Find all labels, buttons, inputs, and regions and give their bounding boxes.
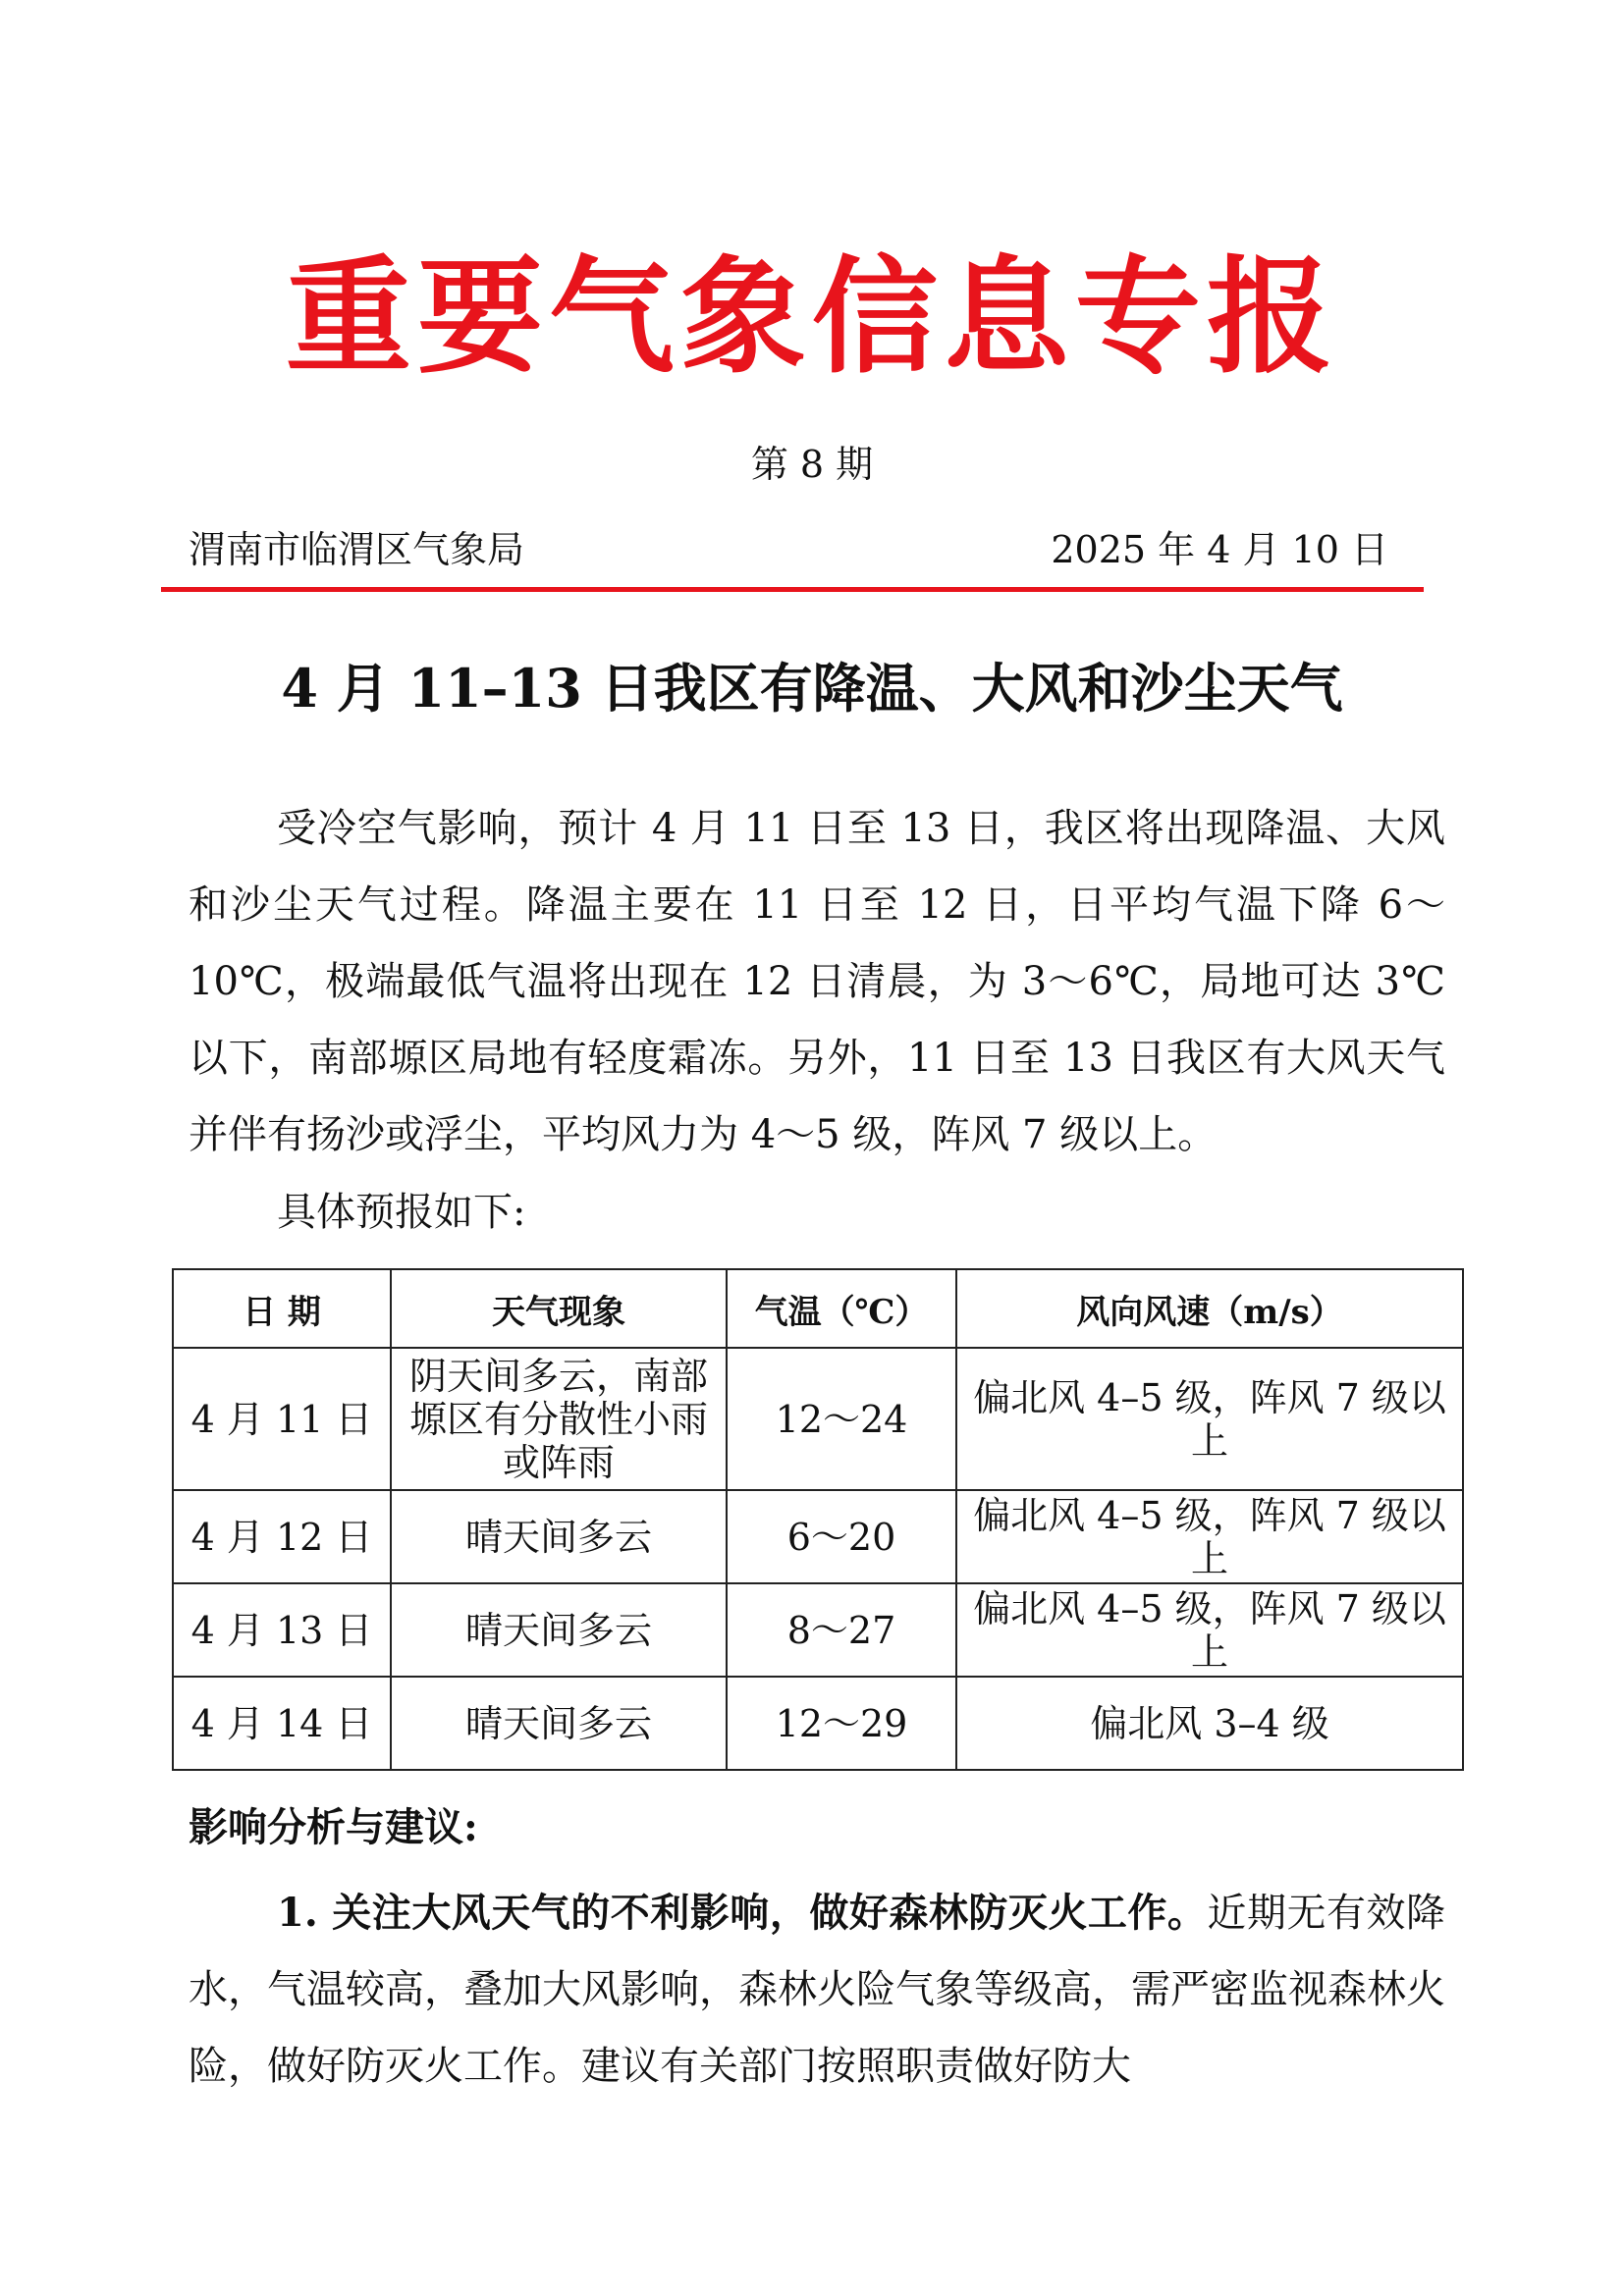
advice-item-title: 1. 关注大风天气的不利影响，做好森林防灭火工作。 (277, 1890, 1208, 1936)
cell-wind: 偏北风 4–5 级，阵风 7 级以上 (956, 1490, 1463, 1583)
advice-item-text: 近期无有效降水，气温较高，叠加大风影响，森林火险气象等级高，需严密监视森林火险，做好防灭火工作。建议有关部门按照职责做好防大 (189, 1891, 1446, 2089)
cell-temp: 12～24 (727, 1348, 956, 1490)
cell-temp: 12～29 (727, 1677, 956, 1770)
cell-weather: 阴天间多云，南部塬区有分散性小雨或阵雨 (391, 1348, 727, 1490)
cell-date: 4 月 13 日 (173, 1583, 391, 1677)
forecast-intro: 具体预报如下: (277, 1190, 526, 1235)
cell-weather: 晴天间多云 (391, 1583, 727, 1677)
header-wind: 风向风速（m/s） (956, 1269, 1463, 1348)
cell-date: 4 月 12 日 (173, 1490, 391, 1583)
table-row (173, 1583, 1463, 1677)
cell-wind: 偏北风 4–5 级，阵风 7 级以上 (956, 1348, 1463, 1490)
cell-wind: 偏北风 4–5 级，阵风 7 级以上 (956, 1583, 1463, 1677)
table-header-row (173, 1269, 1463, 1348)
red-divider-rule (161, 587, 1424, 592)
header-date: 日 期 (173, 1269, 391, 1348)
cell-weather: 晴天间多云 (391, 1490, 727, 1583)
forecast-table (172, 1268, 1464, 1771)
header-weather: 天气现象 (391, 1269, 727, 1348)
cell-temp: 6～20 (727, 1490, 956, 1583)
issue-date: 2025 年 4 月 10 日 (1051, 528, 1388, 571)
issuer-name: 渭南市临渭区气象局 (189, 528, 525, 571)
table-row (173, 1348, 1463, 1490)
masthead-title: 重要气象信息专报 (285, 243, 1338, 391)
header-temperature: 气温（℃） (727, 1269, 956, 1348)
cell-temp: 8～27 (727, 1583, 956, 1677)
advice-heading: 影响分析与建议: (189, 1804, 478, 1850)
headline: 4 月 11–13 日我区有降温、大风和沙尘天气 (281, 657, 1343, 720)
table-row (173, 1677, 1463, 1770)
cell-date: 4 月 11 日 (173, 1348, 391, 1490)
lead-paragraph: 受冷空气影响，预计 4 月 11 日至 13 日，我区将出现降温、大风和沙尘天气过程。降温主要在 11 日至 12 日，日平均气温下降 6～10℃，极端最低气温将出现在 12 日清晨，为 3～6℃，局地可达 3℃以下，南部塬区局地有轻度霜冻。另外，11 日至 13 日我区有大风天气并伴有扬沙或浮尘，平均风力为 4～5 级，阵风 7 级以上。 (189, 806, 1445, 1157)
table-row (173, 1490, 1463, 1583)
cell-wind: 偏北风 3–4 级 (956, 1677, 1463, 1770)
cell-date: 4 月 14 日 (173, 1677, 391, 1770)
cell-weather: 晴天间多云 (391, 1677, 727, 1770)
advice-item (189, 1875, 1445, 2105)
issue-number: 第 8 期 (750, 443, 874, 486)
